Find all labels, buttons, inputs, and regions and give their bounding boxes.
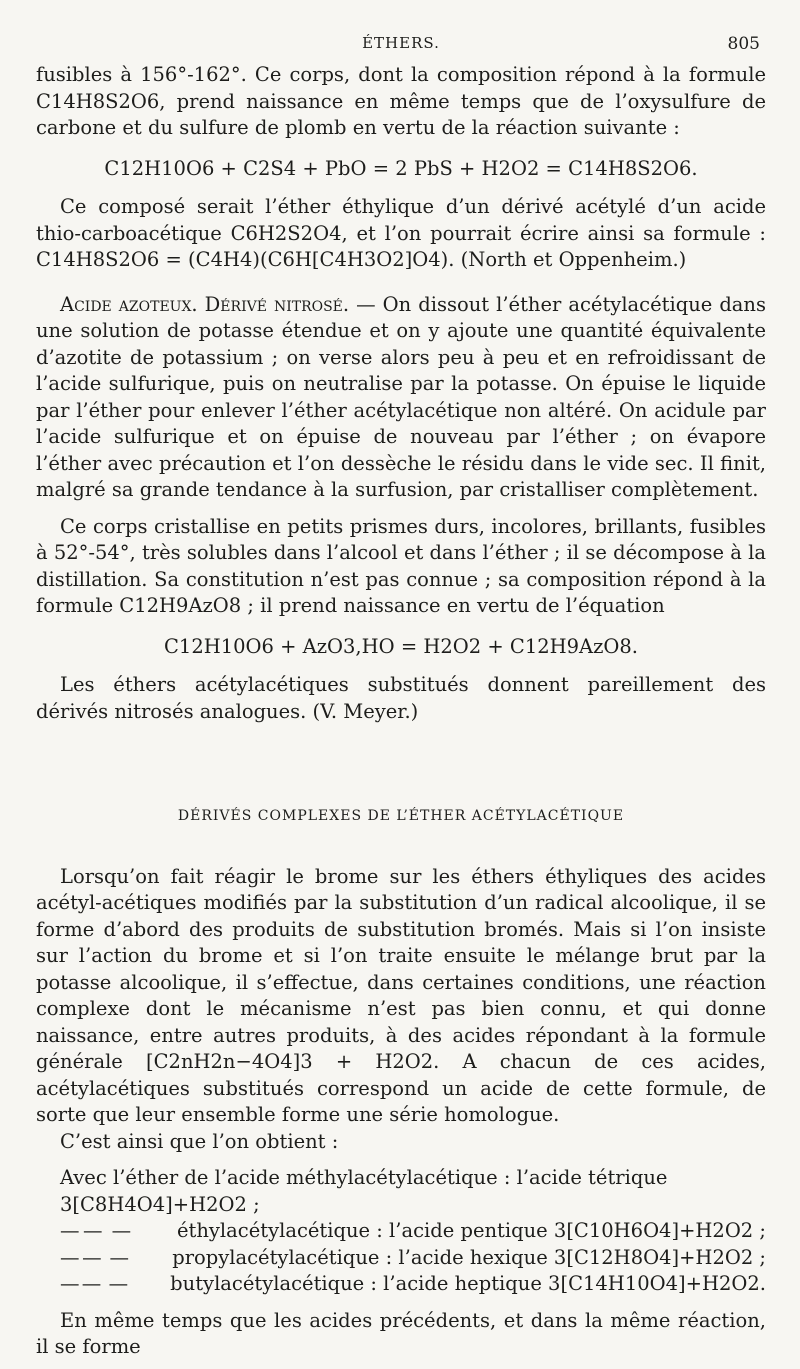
list-item-text: propylacétylacétique : l’acide hexique 3[C12H8O4]+H2O2 ; xyxy=(172,1245,767,1269)
spacer xyxy=(36,504,766,514)
run-in-heading-derive-nitrose: Dérivé nitrosé. xyxy=(204,292,350,316)
list-item: Avec l’éther de l’acide méthylacétylacétique : l’acide tétrique 3[C8H4O4]+H2O2 ; xyxy=(60,1166,668,1216)
equation-1: C12H10O6 + C2S4 + PbO = 2 PbS + H2O2 = C14H8S2O6. xyxy=(104,156,698,180)
equation-2: C12H10O6 + AzO3,HO = H2O2 + C12H9AzO8. xyxy=(164,634,638,658)
paragraph-7: C’est ainsi que l’on obtient : xyxy=(60,1129,339,1153)
list-item-text: éthylacétylacétique : l’acide pentique 3[C10H6O4]+H2O2 ; xyxy=(176,1219,766,1242)
spacer xyxy=(36,274,766,292)
list-item-text: butylacétylacétique : l’acide heptique 3[C14H10O4]+H2O2. xyxy=(170,1272,766,1295)
paragraph-5: Les éthers acétylacétiques substitués donnent pareillement des dérivés nitrosés analogues. (V. Meyer.) xyxy=(36,673,766,723)
ditto-dash: — xyxy=(60,1245,80,1269)
run-in-heading-acide-azoteux: Acide azoteux. xyxy=(60,292,198,316)
page-number: 805 xyxy=(727,34,760,54)
paragraph-8: En même temps que les acides précédents, et dans la même réaction, il se forme xyxy=(36,1308,766,1358)
ditto-dash: — xyxy=(109,1245,129,1269)
running-title: ÉTHERS. xyxy=(362,34,440,52)
paragraph-6: Lorsqu’on fait réagir le brome sur les éthers éthyliques des acides acétyl-acétiques modifiés par la substitution d’un radical alcoolique, il se forme d’abord des produits de substitution bromés. Mais si l’on insiste sur l’action du brome et si l’on traite ensuite le mélange brut par la potasse alcoolique, il s’effectue, dans certaines conditions, une réaction complexe dont le mécanisme n’est pas bien connu, et qui donne naissance, entre autres produits, à des acides répondant à la formule générale [C2nH2n−4O4]3 + H2O2. A chacun de ces acides, acétylacétiques substitués correspond un acide de cette formule, de sorte que leur ensemble forme une série homologue. xyxy=(36,864,766,1126)
page-body xyxy=(36,62,766,1361)
paragraph-2: Ce composé serait l’éther éthylique d’un dérivé acétylé d’un acide thio-carboacétique C6H2S2O4, et l’on pourrait écrire ainsi sa formule : C14H8S2O6 = (C4H4)(C6H[C4H3O2]O4). (North et Oppenheim.) xyxy=(36,195,766,271)
list-item xyxy=(36,1245,766,1272)
section-heading: DÉRIVÉS COMPLEXES DE L’ÉTHER ACÉTYLACÉTIQUE xyxy=(177,808,625,824)
ditto-dash: — xyxy=(60,1219,80,1242)
page-header xyxy=(36,34,766,58)
paragraph-3-text: — On dissout l’éther acétylacétique dans une solution de potasse étendue et on y ajoute une quantité équivalente d’azotite de potassium ; on verse alors peu à peu et en refroidissant de l’acide sulfurique, puis on neutralise par la potasse. On épuise le liquide par l’éther pour enlever l’éther acétylacétique non altéré. On acidule par l’acide sulfurique et on épuise de nouveau par l’éther ; on évapore l’éther avec précaution et l’on dessèche le résidu dans le vide sec. Il finit, malgré sa grande tendance à la surfusion, par cristalliser complètement. xyxy=(36,292,766,501)
ditto-dash: — xyxy=(82,1245,102,1269)
list-item xyxy=(36,1218,766,1245)
spacer xyxy=(36,1298,766,1308)
ditto-dash: — xyxy=(111,1219,132,1242)
ditto-dash: — xyxy=(83,1219,103,1242)
ditto-dash: — xyxy=(60,1272,80,1295)
paragraph-3 xyxy=(36,292,766,504)
paragraph-1: fusibles à 156°-162°. Ce corps, dont la composition répond à la formule C14H8S2O6, prend naissance en même temps que de l’oxysulfure de carbone et du sulfure de plomb en vertu de la réaction suivante : xyxy=(36,63,766,139)
ditto-dash: — xyxy=(108,1272,129,1295)
paragraph-4: Ce corps cristallise en petits prismes durs, incolores, brillants, fusibles à 52°-54°, très solubles dans l’alcool et dans l’éther ; il se décompose à la distillation. Sa constitution n’est pas connue ; sa composition répond à la formule C12H9AzO8 ; il prend naissance en vertu de l’équation xyxy=(36,514,766,617)
spacer xyxy=(36,1155,766,1165)
list-item xyxy=(36,1271,766,1298)
ditto-dash: — xyxy=(81,1272,102,1295)
